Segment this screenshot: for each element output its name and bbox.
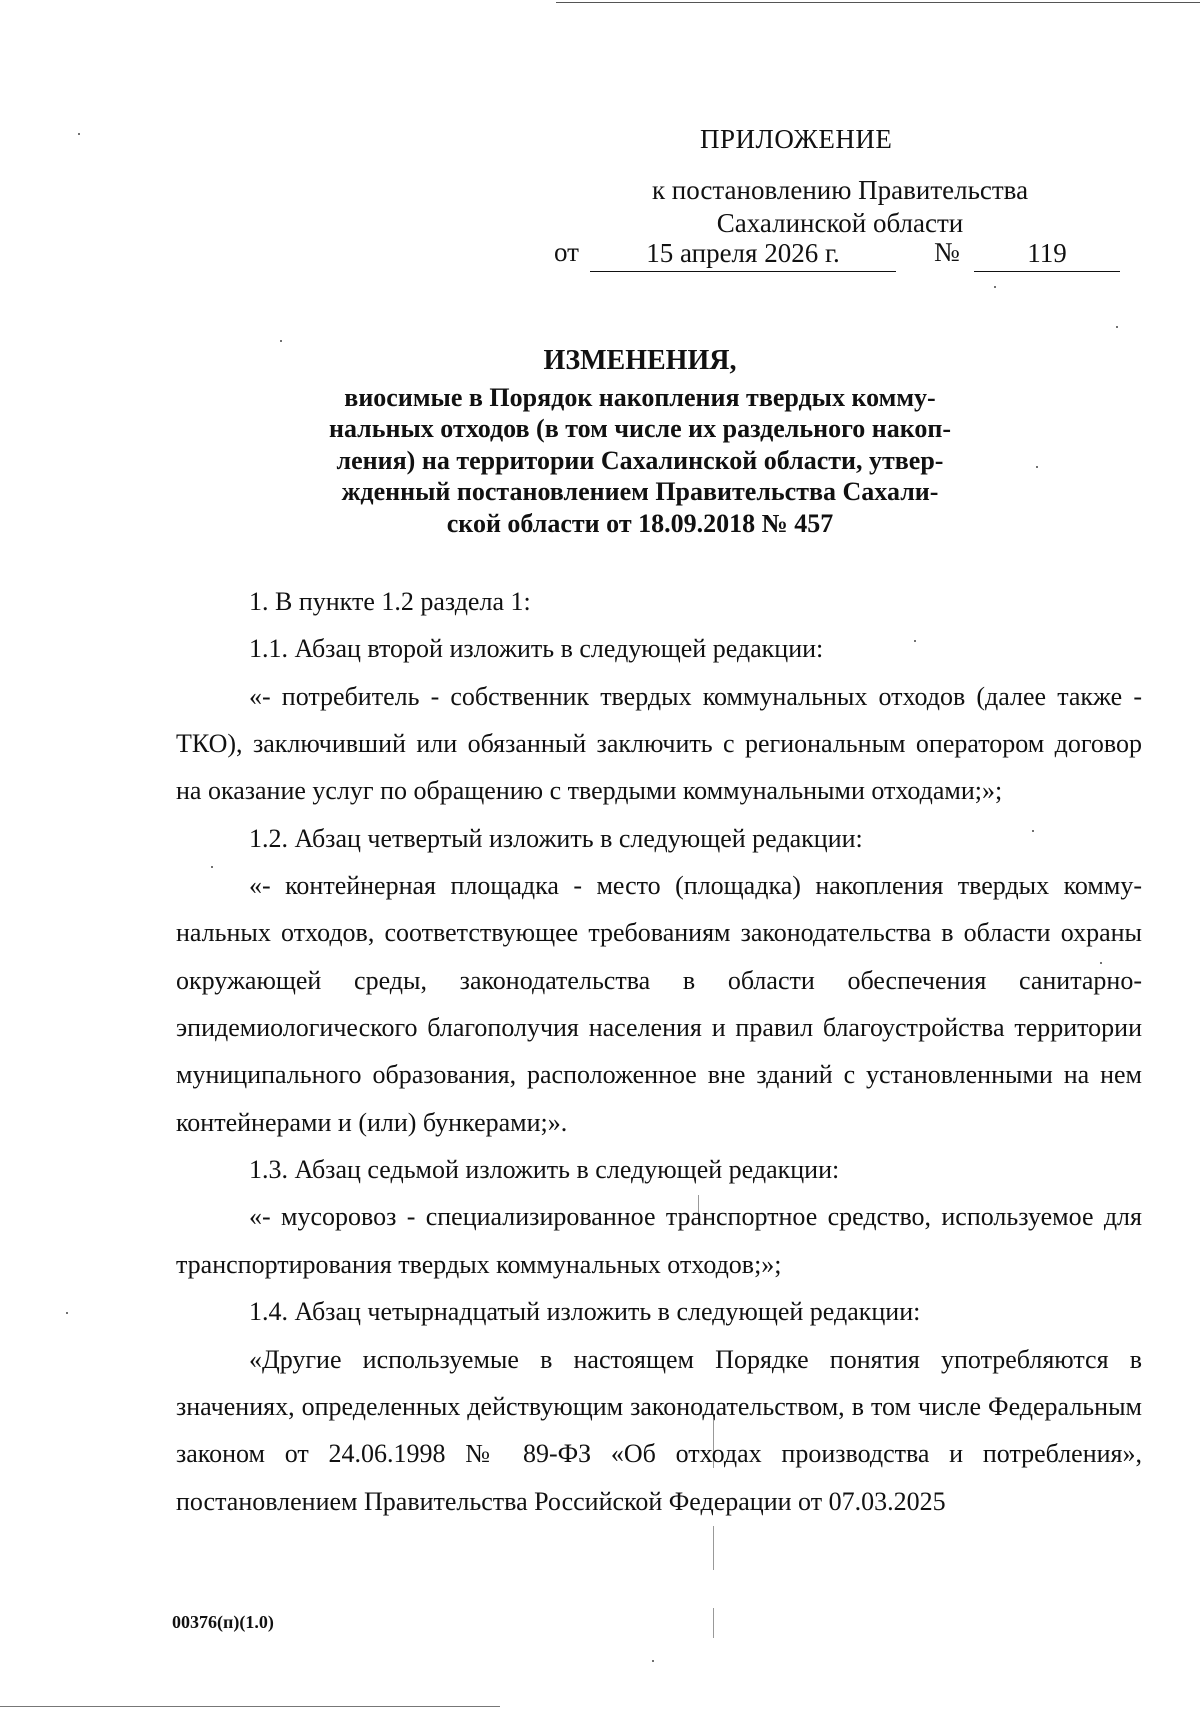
number-label: № (934, 237, 960, 267)
scan-artifact (994, 286, 996, 288)
heading-line: виосимые в Порядок накопления твердых комму- (344, 383, 936, 412)
document-heading (290, 345, 990, 376)
scan-artifact (652, 1660, 654, 1662)
heading-line: нальных отходов (в том числе их раздельного накоп- (328, 414, 952, 444)
scan-edge-line (0, 1706, 500, 1707)
body-paragraph: 1.3. Абзац седьмой изложить в следующей редакции: (249, 1155, 840, 1185)
decree-date: 15 апреля 2026 г. (590, 238, 896, 272)
body-paragraph: 1.2. Абзац четвертый изложить в следующей редакции: (249, 823, 863, 853)
scan-artifact (1116, 326, 1118, 328)
body-paragraph: 1.1. Абзац второй изложить в следующей редакции: (249, 634, 824, 664)
heading-line: жденный постановлением Правительства Сахали- (341, 477, 939, 507)
scan-artifact (280, 340, 282, 342)
decree-number: 119 (974, 238, 1120, 272)
heading-title: ИЗМЕНЕНИЯ, (543, 345, 737, 376)
document-code: 00376(п)(1.0) (172, 1612, 274, 1632)
appendix-title: ПРИЛОЖЕНИЕ (700, 124, 893, 154)
decree-reference-region: Сахалинской области (716, 208, 964, 238)
scan-artifact (66, 1312, 68, 1314)
heading-line: ления) на территории Сахалинской области, утвер- (336, 445, 944, 475)
body-paragraph: «- мусоровоз - специализированное транспортное средство, используемое для транспортирования твердых коммунальных отходов;»; (176, 1202, 1142, 1279)
decree-reference-line: к постановлению Правительства (651, 175, 1029, 205)
document-body (176, 578, 1142, 1525)
date-prefix: от (554, 237, 579, 267)
scan-edge-line (556, 2, 1200, 3)
scan-artifact (78, 133, 80, 135)
body-paragraph: 1. В пункте 1.2 раздела 1: (249, 587, 531, 616)
body-paragraph: «Другие используемые в настоящем Порядке понятия употребляются в значениях, определенных действующим законодательством, в том числе Федеральным законом от 24.06.1998 № 89-ФЗ «Об отходах производства и потребления», постановлением Правительства Российской Федерации от 07.03.2025 (176, 1344, 1142, 1516)
body-paragraph: «- контейнерная площадка - место (площадка) накопления твердых коммунальных отходов, соответствующее требованиям законодательства в области охраны окружающей среды, законодательства в области обеспечения санитарно-эпидемиологического благополучия населения и правил благоустройства территории муниципального образования, расположенное вне зданий с установленными на нем контейнерами и (или) бункерами;». (176, 871, 1142, 1137)
body-paragraph: «- потребитель - собственник твердых коммунальных отходов (далее также - ТКО), заключивший или обязанный заключить с региональным оператором договор на оказание услуг по обращению с твердыми коммунальными отходами;»; (176, 681, 1142, 806)
heading-line: ской области от 18.09.2018 № 457 (446, 508, 834, 538)
body-paragraph: 1.4. Абзац четырнадцатый изложить в следующей редакции: (249, 1297, 921, 1327)
scan-artifact (713, 1526, 714, 1570)
decree-date-row (554, 236, 1124, 272)
scan-artifact (713, 1608, 714, 1638)
scan-artifact (1036, 466, 1038, 468)
